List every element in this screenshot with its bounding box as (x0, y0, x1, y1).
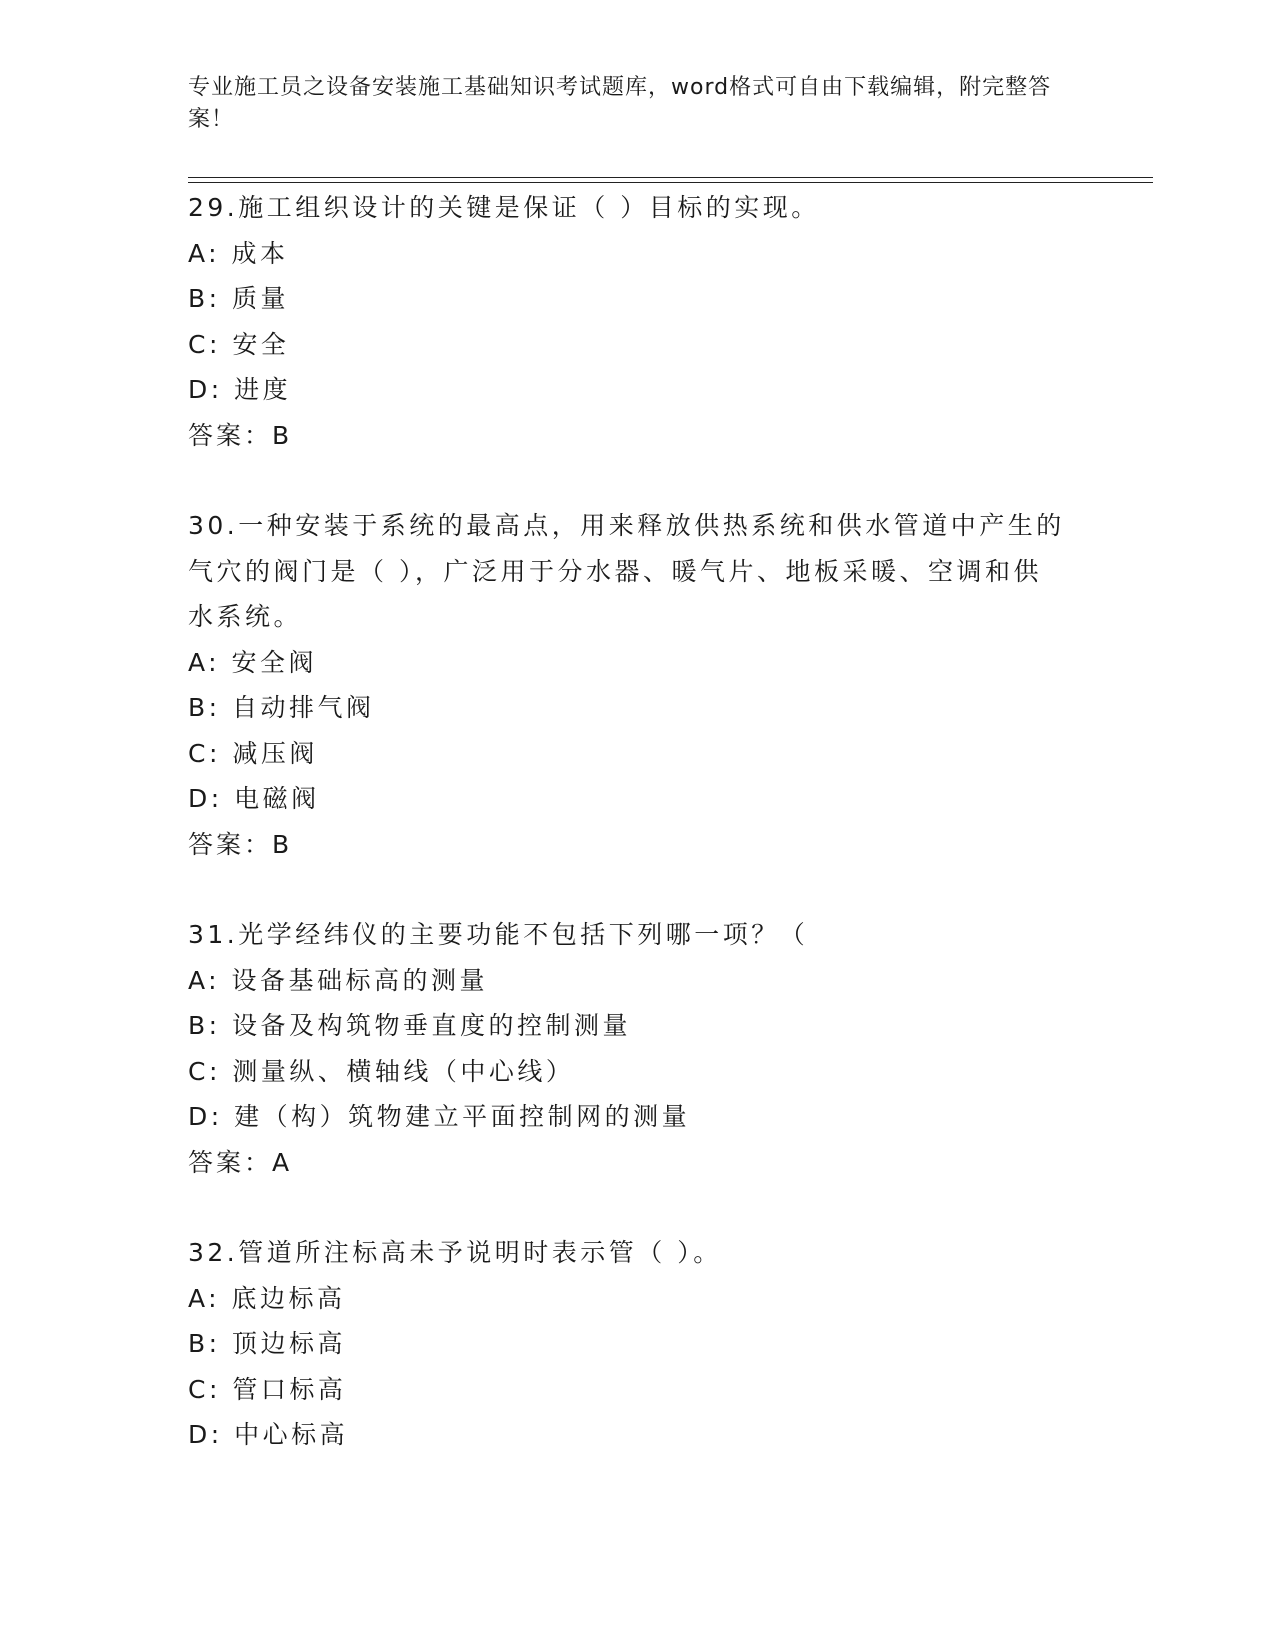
question-list (188, 185, 1088, 1503)
option-d: D: 中心标高 (188, 1420, 349, 1449)
answer-label: 答案：B (188, 829, 293, 859)
option-b: B: 质量 (188, 284, 290, 313)
option-c: C: 减压阀 (188, 738, 318, 768)
question-stem: 30.一种安装于系统的最高点，用来释放供热系统和供水管道中产生的气穴的阀门是（ ），广泛用于分水器、暖气片、地板采暖、空调和供水系统。 (188, 511, 1065, 631)
question-30 (188, 503, 1088, 867)
option-d: D: 电磁阀 (188, 784, 320, 813)
answer-label: 答案：B (188, 420, 293, 450)
question-31 (188, 912, 1088, 1185)
question-32 (188, 1230, 1088, 1458)
answer-label: 答案：A (188, 1147, 293, 1177)
question-stem: 29.施工组织设计的关键是保证（ ）目标的实现。 (188, 193, 820, 222)
header-divider-top (188, 177, 1153, 178)
option-d: D: 建（构）筑物建立平面控制网的测量 (188, 1102, 691, 1131)
option-a: A: 设备基础标高的测量 (188, 965, 489, 995)
option-d: D: 进度 (188, 375, 292, 404)
header-divider-bottom (188, 182, 1153, 183)
option-b: B: 顶边标高 (188, 1329, 347, 1358)
option-a: A: 底边标高 (188, 1283, 346, 1313)
option-c: C: 管口标高 (188, 1374, 347, 1404)
document-header-description: 专业施工员之设备安装施工基础知识考试题库，word格式可自由下载编辑，附完整答案！ (188, 75, 1052, 132)
option-b: B: 设备及构筑物垂直度的控制测量 (188, 1011, 632, 1040)
option-a: A: 成本 (188, 238, 289, 268)
option-a: A: 安全阀 (188, 647, 318, 677)
option-c: C: 安全 (188, 329, 290, 359)
option-b: B: 自动排气阀 (188, 693, 375, 722)
question-stem: 32.管道所注标高未予说明时表示管（ ）。 (188, 1238, 722, 1267)
question-29 (188, 185, 1088, 458)
option-c: C: 测量纵、横轴线（中心线） (188, 1056, 575, 1086)
question-stem: 31.光学经纬仪的主要功能不包括下列哪一项？（ (188, 920, 809, 949)
